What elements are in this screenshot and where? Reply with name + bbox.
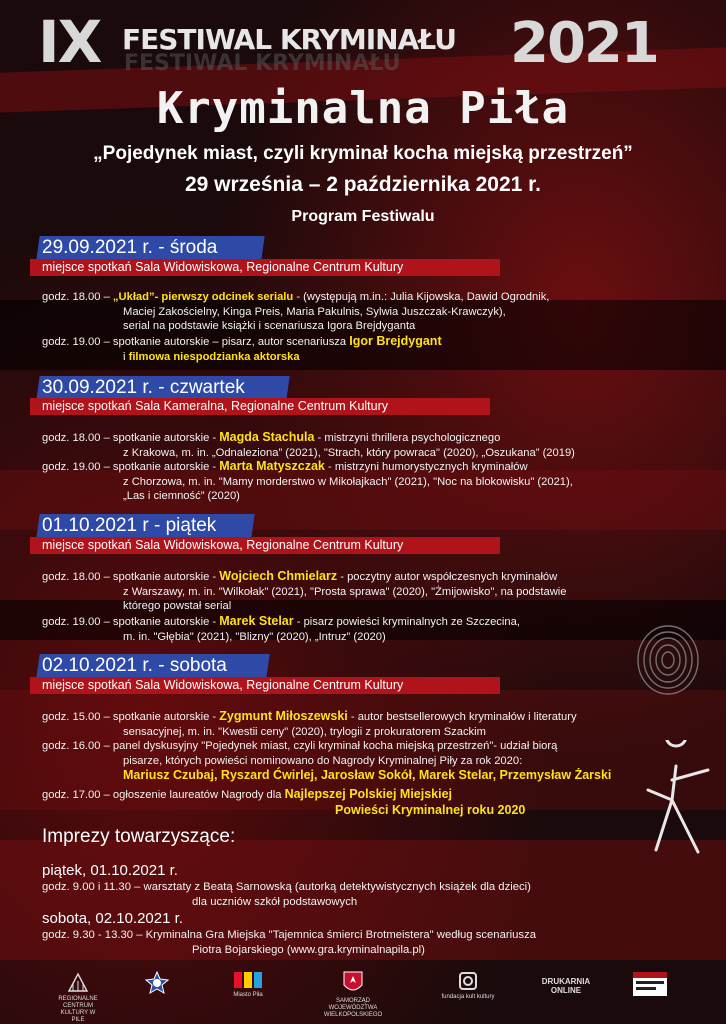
day-title: 29.09.2021 r. - środa (42, 237, 218, 258)
event-time: godz. 17.00 – (42, 789, 110, 801)
event (42, 739, 722, 783)
event-highlight: „Układ”- pierwszy odcinek serialu (112, 291, 294, 303)
event-highlight: Igor Brejdygant (349, 334, 442, 348)
event-time: godz. 19.00 – (42, 616, 110, 628)
event-text: - pisarz powieści kryminalnych ze Szczecina, (293, 616, 520, 628)
event-text: ogłoszenie laureatów Nagrody dla (112, 789, 285, 801)
event-line: z Chorzowa, m. in. "Mamy morderstwo w Mikołajkach" (2021), "Noc na blokowisku" (2021), (123, 475, 573, 488)
event (42, 290, 682, 334)
program-heading: Program Festiwalu (291, 208, 435, 225)
event-highlight: Zygmunt Miłoszewski (219, 709, 348, 723)
event-text: - autor bestsellerowych kryminałów i literatury (347, 711, 577, 723)
event (42, 459, 722, 504)
event-text: panel dyskusyjny "Pojedynek miast, czyli kryminał kocha miejską przestrzeń"- udział biorą (112, 740, 558, 752)
event-highlight: Najlepszej Polskiej Miejskiej (284, 787, 453, 801)
event-text: spotkanie autorskie - (112, 616, 220, 628)
event (42, 709, 722, 739)
event (42, 787, 722, 817)
day-venue: miejsce spotkań Sala Widowiskowa, Regionalne Centrum Kultury (42, 678, 404, 692)
event-highlight: Marek Stelar (219, 614, 294, 628)
event-line: z Krakowa, m. in. „Odnaleziona” (2021), "Strach, który powraca" (2020), „Oszukana” (2019) (123, 446, 575, 459)
festival-dates: 29 września – 2 października 2021 r. (184, 173, 542, 196)
logo-label: DRUKARNIA ONLINE (541, 977, 591, 995)
event-time: godz. 16.00 – (42, 740, 110, 752)
side-day-title: piątek, 01.10.2021 r. (42, 862, 178, 879)
day-venue: miejsce spotkań Sala Widowiskowa, Regionalne Centrum Kultury (42, 260, 404, 274)
kult-kultury-logo (440, 971, 496, 1001)
logo-label: REGIONALNE CENTRUM KULTURY W PILE (58, 996, 98, 1023)
festival-title-shadow: FESTIWAL KRYMINAŁU (124, 51, 401, 76)
event-text: spotkanie autorskie - (112, 571, 220, 583)
event-time: godz. 18.00 – (42, 291, 110, 303)
event-highlight: Magda Stachula (219, 430, 315, 444)
kryminalna-pila-icon (632, 971, 668, 997)
side-event-line: Piotra Bojarskiego (www.gra.kryminalnapila.pl) (192, 943, 425, 956)
pila-icon (233, 971, 263, 989)
event (42, 569, 702, 614)
drukarnia-logo (528, 971, 604, 995)
side-event-text: warsztaty z Beatą Sarnowską (autorką detektywistycznych książek dla dzieci) (143, 881, 531, 893)
day-title: 01.10.2021 r - piątek (42, 515, 217, 536)
event-text: - poczytny autor współczesnych kryminałów (337, 571, 558, 583)
chalk-outline-icon (628, 740, 724, 870)
event-line: m. in. "Głębia" (2021), "Blizny" (2020), „Intruz” (2020) (123, 630, 386, 643)
event-line: „Las i ciemność” (2020) (123, 490, 240, 503)
festival-title: FESTIWAL KRYMINAŁU (122, 23, 456, 56)
event-time: godz. 19.00 – (42, 461, 110, 473)
event-text: spotkanie autorskie - (112, 432, 220, 444)
event-time: godz. 18.00 – (42, 432, 110, 444)
event-text: - mistrzyni humorystycznych kryminałów (324, 461, 528, 473)
festival-subtitle: „Pojedynek miast, czyli kryminał kocha miejską przestrzeń” (93, 143, 633, 164)
event-time: godz. 15.00 – (42, 711, 110, 723)
wielkopolska-logo (318, 971, 388, 1019)
event-time: godz. 19.00 – (42, 336, 110, 348)
police-star-icon (145, 971, 169, 997)
event (42, 430, 702, 460)
festival-year: 2021 (510, 11, 658, 76)
event-text: spotkanie autorskie - (112, 461, 220, 473)
event-line: pisarze, których powieści nominowano do Nagrody Kryminalnej Piły za rok 2020: (123, 754, 523, 767)
eagle-crest-icon (343, 971, 363, 995)
side-event (42, 928, 702, 957)
event (42, 614, 702, 644)
event-time: godz. 18.00 – (42, 571, 110, 583)
event-line: serial na podstawie książki i scenariusza Igora Brejdyganta (123, 320, 416, 333)
side-event-time: godz. 9.30 - 13.30 – (42, 929, 143, 941)
event-highlight: Wojciech Chmielarz (219, 569, 338, 583)
side-events-heading: Imprezy towarzyszące: (42, 826, 236, 847)
event-line: sensacyjnej, m. in. "Kwestii ceny" (2020), trylogii z prokuratorem Szackim (123, 725, 486, 738)
rck-logo (56, 971, 100, 1024)
event-highlight: Powieści Kryminalnej roku 2020 (335, 802, 526, 817)
pila-logo (228, 971, 268, 999)
rck-icon (67, 971, 89, 993)
event-line: z Warszawy, m. in. "Wilkołak" (2021), "Prosta sprawa" (2020), "Żmijowisko", na podstawie (123, 585, 567, 598)
day-title: 30.09.2021 r. - czwartek (42, 377, 245, 398)
side-day-title: sobota, 02.10.2021 r. (42, 910, 183, 927)
kryminalna-pila-logo (630, 971, 670, 1000)
side-event-line: dla uczniów szkół podstawowych (192, 895, 358, 908)
side-event-text: Kryminalna Gra Miejska "Tajemnica śmierci Brotmeistera" według scenariusza (145, 929, 537, 941)
event-line: Maciej Zakościelny, Kinga Preis, Maria Pakulnis, Sylwia Juszczak-Krawczyk), (123, 305, 506, 318)
event-highlight: filmowa niespodzianka aktorska (128, 350, 300, 363)
event-text: - (występują m.in.: Julia Kijowska, Dawid Ogrodnik, (293, 291, 550, 303)
logo-label: SAMORZĄD WOJEWÓDZTWA WIELKOPOLSKIEGO (323, 998, 383, 1018)
logo-label: Miasto Piła (233, 992, 263, 998)
day-venue: miejsce spotkań Sala Widowiskowa, Regionalne Centrum Kultury (42, 538, 404, 552)
side-event (42, 880, 702, 909)
sponsor-logos (0, 965, 726, 1023)
event-text: spotkanie autorskie - (112, 711, 220, 723)
event-text: i (123, 350, 129, 363)
event-line: którego powstał serial (123, 600, 232, 613)
festival-name: Kryminalna Piła (156, 83, 570, 134)
day-venue: miejsce spotkań Sala Kameralna, Regionalne Centrum Kultury (42, 399, 389, 413)
kult-icon (458, 971, 478, 991)
day-title: 02.10.2021 r. - sobota (42, 655, 227, 676)
nominees-list: Mariusz Czubaj, Ryszard Ćwirlej, Jarosław Sokół, Marek Stelar, Przemysław Żarski (123, 768, 612, 783)
side-event-time: godz. 9.00 i 11.30 – (42, 881, 141, 893)
logo-label: fundacja kult kultury (441, 994, 495, 1000)
police-logo (142, 971, 172, 1000)
event-highlight: Marta Matyszczak (219, 459, 325, 473)
event-text: spotkanie autorskie – pisarz, autor scenariusza (112, 336, 350, 348)
festival-edition: IX (38, 8, 101, 76)
fingerprint-icon (632, 622, 704, 698)
event (42, 334, 682, 364)
event-text: - mistrzyni thrillera psychologicznego (314, 432, 501, 444)
